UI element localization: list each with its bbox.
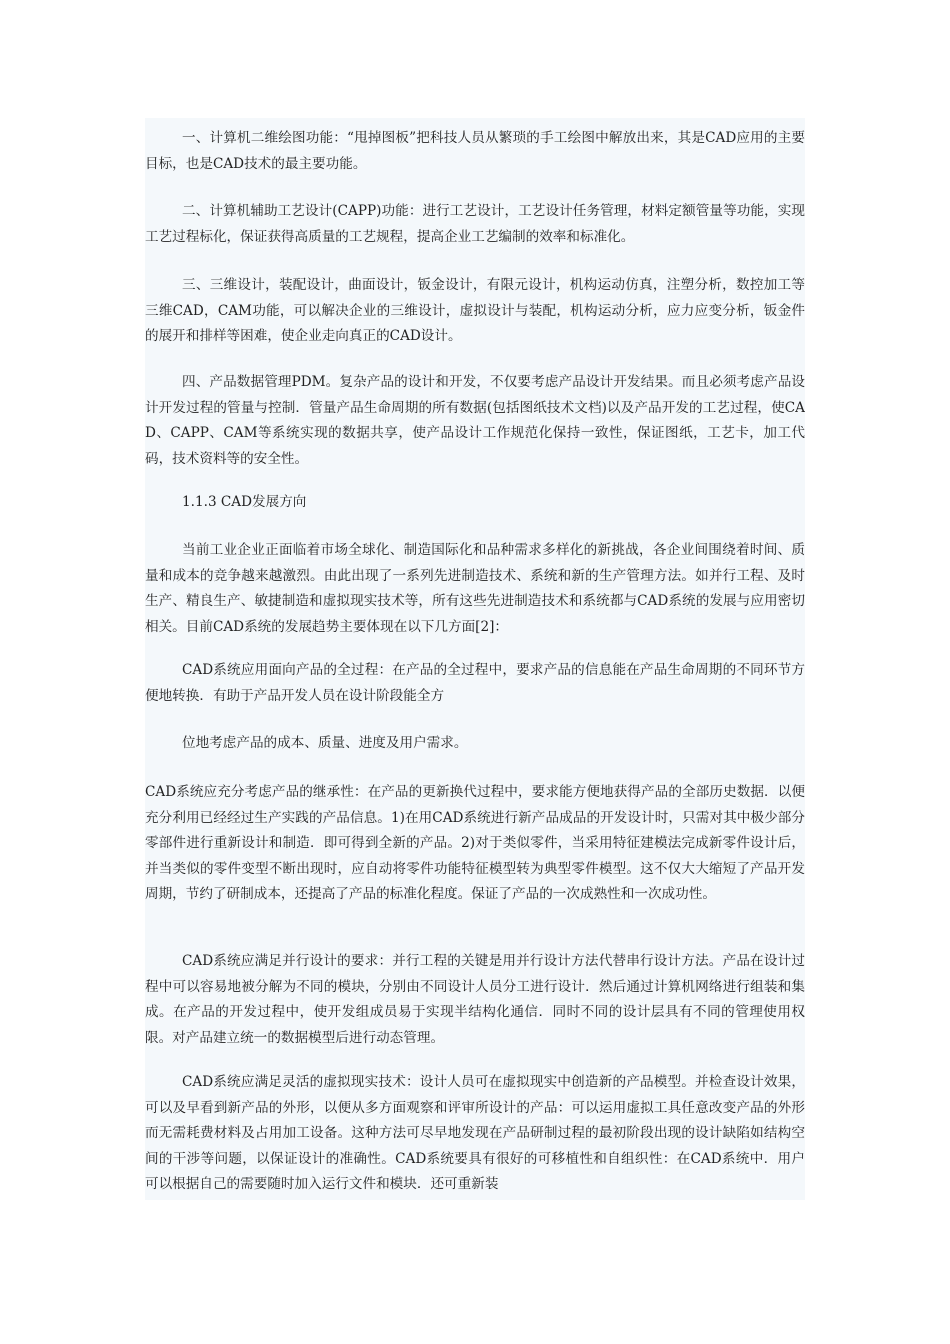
section-heading-cad-direction: 1.1.3 CAD发展方向 — [182, 494, 307, 510]
paragraph-concurrent-design: CAD系统应满足并行设计的要求：并行工程的关键是用并行设计方法代替串行设计方法。产品在设计过程中可以容易地被分解为不同的模块，分别由不同设计人员分工进行设计．然后通过计算机网络进行组装和集成。在产品的开发过程中，使开发组成员易于实现半结构化通信．同时不同的设计层具有不同的管理使用权限。对产品建立统一的数据模型后进行动态管理。 — [145, 953, 805, 1046]
paragraph-industry-challenges: 当前工业企业正面临着市场全球化、制造国际化和品种需求多样化的新挑战，各企业间围绕着时间、质量和成本的竞争越来越激烈。由此出现了一系列先进制造技术、系统和新的生产管理方法。如并行工程、及时生产、精良生产、敏捷制造和虚拟现实技术等，所有这些先进制造技术和系统都与CAD系统的发展与应用密切相关。目前CAD系统的发展趋势主要体现在以下几方面[2]： — [145, 542, 805, 635]
document-content-area — [145, 118, 805, 1200]
paragraph-inheritance: CAD系统应充分考虑产品的继承性：在产品的更新换代过程中，要求能方便地获得产品的全部历史数据．以便充分利用已经经过生产实践的产品信息。1)在用CAD系统进行新产品成品的开发设计时，只需对其中极少部分零部件进行重新设计和制造．即可得到全新的产品。2)对于类似零件，当采用特征建模法完成新零件设计后，并当类似的零件变型不断出现时，应自动将零件功能特征模型转为典型零件模型。这不仅大大缩短了产品开发周期，节约了研制成本，还提高了产品的标准化程度。保证了产品的一次成熟性和一次成功性。 — [145, 784, 805, 902]
paragraph-virtual-reality: CAD系统应满足灵活的虚拟现实技术：设计人员可在虚拟现实中创造新的产品模型。并检查设计效果，可以及早看到新产品的外形，以便从多方面观察和评审所设计的产品：可以运用虚拟工具任意改变产品的外形而无需耗费材料及占用加工设备。这种方法可尽早地发现在产品研制过程的最初阶段出现的设计缺陷如结构空间的干涉等问题，以保证设计的准确性。CAD系统要具有很好的可移植性和自组织性：在CAD系统中．用户可以根据自己的需要随时加入运行文件和模块．还可重新装 — [145, 1074, 805, 1192]
paragraph-capp: 二、计算机辅助工艺设计(CAPP)功能：进行工艺设计，工艺设计任务管理，材料定额管量等功能，实现工艺过程标化，保证获得高质量的工艺规程，提高企业工艺编制的效率和标准化。 — [145, 203, 805, 245]
paragraph-3d-design: 三、三维设计，装配设计，曲面设计，钣金设计，有限元设计，机构运动仿真，注塑分析，数控加工等三维CAD，CAM功能，可以解决企业的三维设计，虚拟设计与装配，机构运动分析，应力应变分析，钣金件的展开和排样等困难，使企业走向真正的CAD设计。 — [145, 277, 805, 344]
paragraph-pdm: 四、产品数据管理PDM。复杂产品的设计和开发，不仅要考虑产品设计开发结果。而且必须考虑产品设计开发过程的管量与控制．管量产品生命周期的所有数据(包括图纸技术文档)以及产品开发的工艺过程，使CAD、CAPP、CAM等系统实现的数据共享，使产品设计工作规范化保持一致性，保证图纸，工艺卡，加工代码，技术资料等的安全性。 — [145, 374, 805, 467]
paragraph-2d-drafting: 一、计算机二维绘图功能：“甩掉图板”把科技人员从繁琐的手工绘图中解放出来，其是CAD应用的主要目标，也是CAD技术的最主要功能。 — [145, 130, 805, 172]
paragraph-full-lifecycle: CAD系统应用面向产品的全过程：在产品的全过程中，要求产品的信息能在产品生命周期的不同环节方便地转换．有助于产品开发人员在设计阶段能全方 — [145, 662, 805, 704]
paragraph-full-lifecycle-continued: 位地考虑产品的成本、质量、进度及用户需求。 — [182, 735, 468, 751]
